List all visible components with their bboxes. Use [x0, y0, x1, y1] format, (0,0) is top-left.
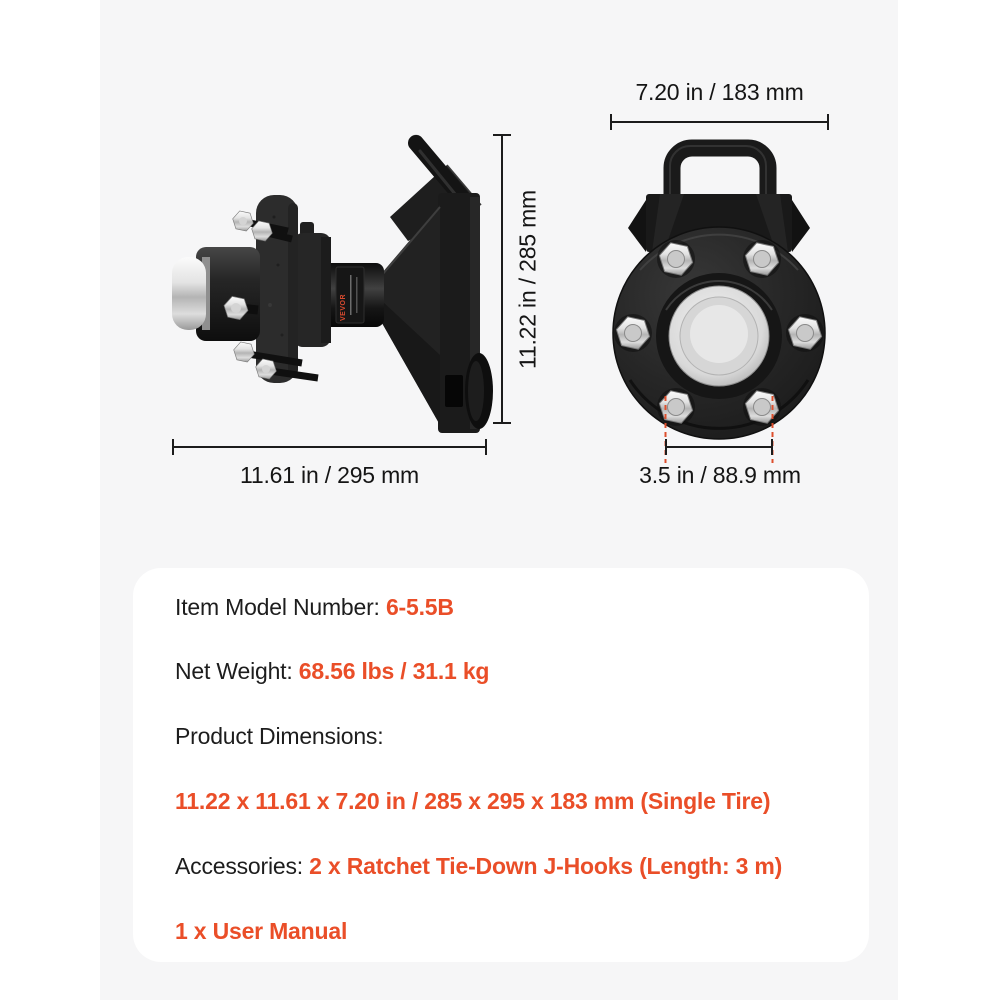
brand-label: VEVOR: [340, 293, 347, 321]
spec-label: Accessories:: [175, 853, 310, 879]
front-width-dimension-label: 7.20 in / 183 mm: [635, 79, 804, 105]
spec-row-net-weight: [175, 656, 839, 686]
bolt-spacing-dimension-label: 3.5 in / 88.9 mm: [639, 462, 801, 488]
spec-label: Net Weight:: [175, 658, 299, 684]
hub-side-view-photo: [150, 125, 500, 435]
spec-row-accessories: [175, 851, 839, 881]
side-length-dimension-label: 11.61 in / 295 mm: [240, 462, 419, 488]
bolt-spacing-dimension-line: [665, 446, 773, 448]
spec-value: 6-5.5B: [385, 594, 454, 620]
front-width-dimension-line: [610, 121, 829, 123]
side-length-dimension-line: [172, 446, 487, 448]
hub-front-view-photo: [600, 130, 840, 465]
spec-row-dimensions-value: [175, 786, 839, 816]
side-height-dimension-label: 11.22 in / 285 mm: [514, 190, 541, 369]
side-height-dimension-line: [501, 134, 503, 424]
side-bracket-and-lever: [382, 135, 493, 433]
side-hub-barrel: [172, 247, 260, 341]
center-hub-cap: [656, 273, 782, 399]
spec-row-user-manual: [175, 916, 839, 946]
spec-panel: [133, 568, 869, 962]
spec-value: 68.56 lbs / 31.1 kg: [298, 658, 490, 684]
spec-row-dimensions-heading: [175, 721, 839, 751]
spec-value: 2 x Ratchet Tie-Down J-Hooks (Length: 3 m): [309, 853, 783, 879]
spec-value: 1 x User Manual: [175, 918, 348, 944]
spec-label: Item Model Number:: [175, 594, 386, 620]
spec-value: 11.22 x 11.61 x 7.20 in / 285 x 295 x 183 mm (Single Tire): [175, 788, 771, 814]
dust-cap: [172, 257, 206, 330]
spec-label: Product Dimensions:: [175, 723, 384, 749]
spec-row-model-number: [175, 592, 839, 622]
